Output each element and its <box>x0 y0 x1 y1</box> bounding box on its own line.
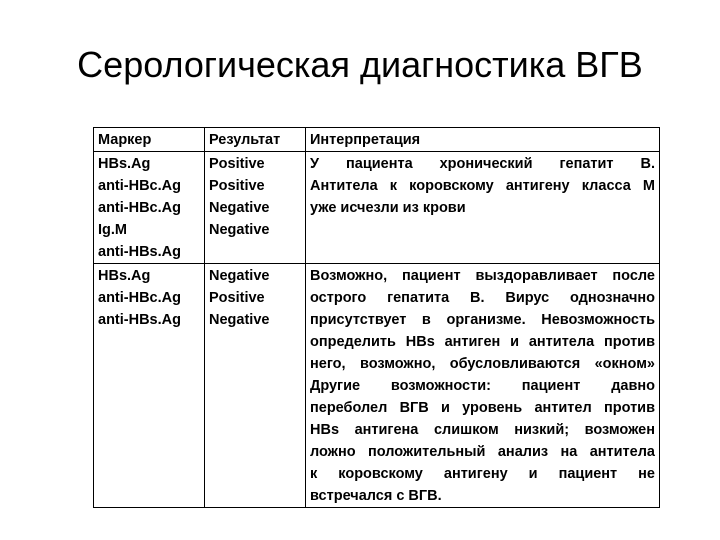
interpretation-line: него, возможно, обусловливаются «окном» <box>310 356 655 372</box>
interpretation-line: к коровскому антигену и пациент не <box>310 466 655 482</box>
interpretation-line: уже исчезли из крови <box>310 200 466 216</box>
interpretation-line: HBs антигена слишком низкий; возможен <box>310 422 655 438</box>
slide-title: Серологическая диагностика ВГВ <box>77 44 643 85</box>
marker-item: anti-HBc.Ag <box>98 200 181 216</box>
result-item: Positive <box>209 290 265 306</box>
marker-item: anti-HBs.Ag <box>98 244 181 260</box>
result-item: Negative <box>209 200 270 216</box>
marker-item: HBs.Ag <box>98 156 151 172</box>
result-cell <box>205 264 306 508</box>
marker-item: HBs.Ag <box>98 268 151 284</box>
marker-item: anti-HBc.Ag <box>98 178 181 194</box>
marker-item: anti-HBs.Ag <box>98 312 181 328</box>
marker-cell <box>94 264 205 508</box>
header-result: Результат <box>205 128 306 152</box>
interpretation-line: Другие возможности: пациент давно <box>310 378 655 394</box>
result-item: Negative <box>209 268 270 284</box>
marker-item: anti-HBc.Ag <box>98 290 181 306</box>
result-item: Positive <box>209 178 265 194</box>
interpretation-cell <box>306 264 660 508</box>
table-row <box>94 264 660 508</box>
interpretation-line: Возможно, пациент выздоравливает после <box>310 268 655 284</box>
interpretation-line: У пациента хронический гепатит В. <box>310 156 655 172</box>
interpretation-cell <box>306 152 660 264</box>
interpretation-line: Антитела к коровскому антигену класса М <box>310 178 655 194</box>
interpretation-line: ложно положительный анализ на антитела <box>310 444 655 460</box>
table-header-row <box>94 128 660 152</box>
serology-table-grid <box>93 127 660 508</box>
result-cell <box>205 152 306 264</box>
result-item: Negative <box>209 312 270 328</box>
interpretation-line: присутствует в организме. Невозможность <box>310 312 655 328</box>
table-row <box>94 152 660 264</box>
marker-item: Ig.M <box>98 222 127 238</box>
result-item: Positive <box>209 156 265 172</box>
header-interpretation: Интерпретация <box>306 128 660 152</box>
interpretation-line: определить HBs антиген и антитела против <box>310 334 655 350</box>
interpretation-line: встречался с ВГВ. <box>310 488 442 504</box>
interpretation-line: переболел ВГВ и уровень антител против <box>310 400 655 416</box>
header-marker: Маркер <box>94 128 205 152</box>
result-item: Negative <box>209 222 270 238</box>
marker-cell <box>94 152 205 264</box>
serology-table <box>93 127 659 505</box>
interpretation-line: острого гепатита В. Вирус однозначно <box>310 290 655 306</box>
